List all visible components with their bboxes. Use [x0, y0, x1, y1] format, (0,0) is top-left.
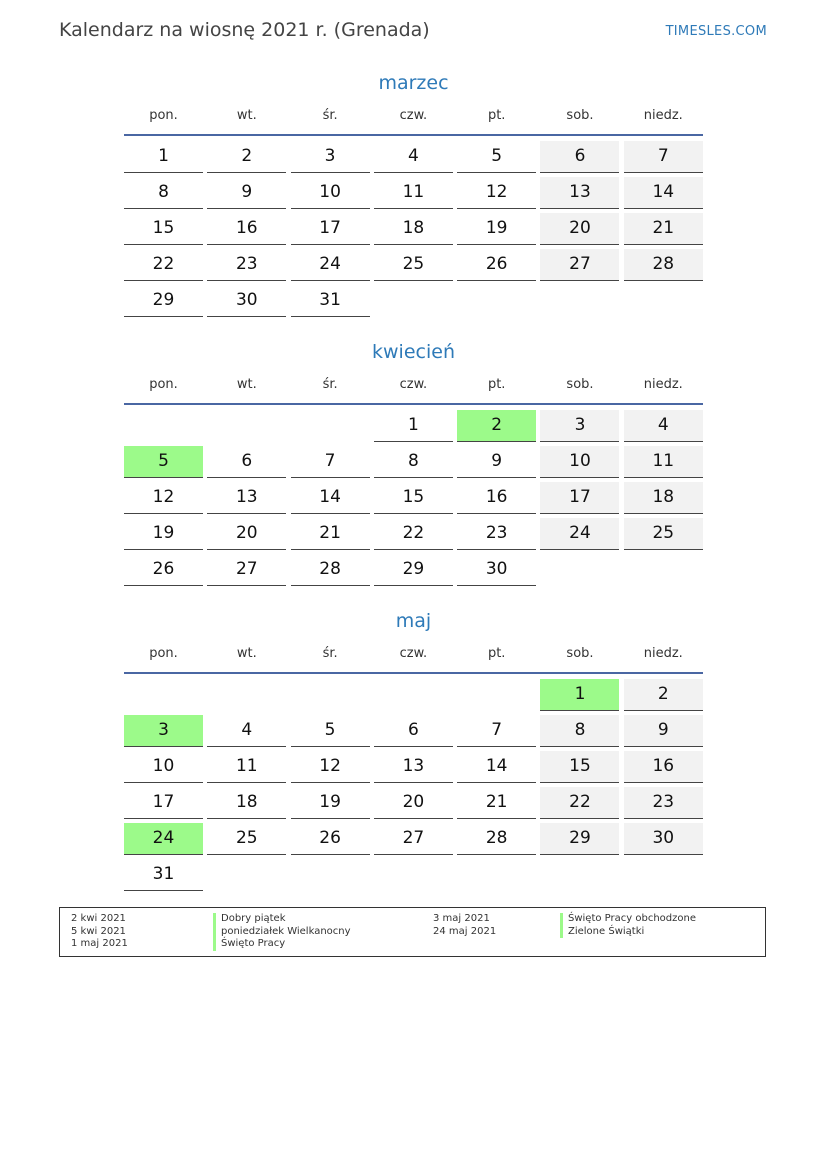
weekday-label: śr. [322, 646, 338, 661]
day-cell: 26 [457, 249, 536, 281]
day-cell: 25 [207, 823, 286, 855]
weekday-label: niedz. [643, 108, 683, 123]
week-row [124, 787, 703, 818]
day-cell: 17 [124, 787, 203, 819]
brand-link[interactable]: TIMESLES.COM [665, 24, 767, 39]
day-cell: 14 [457, 751, 536, 783]
legend-holiday-name: poniedziałek Wielkanocny [213, 926, 351, 939]
day-cell: 1 [374, 410, 453, 442]
day-cell: 27 [374, 823, 453, 855]
page-title: Kalendarz na wiosnę 2021 r. (Grenada) [59, 19, 430, 41]
weeks-grid [124, 141, 703, 316]
legend-right-dates [433, 913, 496, 938]
holiday-legend [59, 907, 766, 957]
day-cell: 19 [291, 787, 370, 819]
day-cell: 18 [374, 213, 453, 245]
weekday-label: pon. [149, 108, 178, 123]
empty-cell [291, 410, 370, 442]
legend-holiday-name: Święto Pracy [213, 938, 351, 951]
day-cell: 24 [124, 823, 203, 855]
day-cell: 25 [624, 518, 703, 550]
day-cell: 28 [624, 249, 703, 281]
day-cell: 11 [207, 751, 286, 783]
day-cell: 17 [540, 482, 619, 514]
month-april [124, 339, 703, 590]
legend-right-names [560, 913, 696, 938]
day-cell: 10 [291, 177, 370, 209]
weeks-grid [124, 410, 703, 585]
day-cell: 31 [124, 859, 203, 891]
weekday-header [124, 106, 703, 126]
empty-cell [624, 554, 703, 586]
day-cell: 10 [540, 446, 619, 478]
legend-date: 2 kwi 2021 [71, 913, 126, 924]
day-cell: 15 [124, 213, 203, 245]
day-cell: 30 [207, 285, 286, 317]
day-cell: 19 [457, 213, 536, 245]
day-cell: 25 [374, 249, 453, 281]
weekday-label: wt. [236, 377, 257, 392]
day-cell: 11 [624, 446, 703, 478]
day-cell: 8 [124, 177, 203, 209]
day-cell: 29 [540, 823, 619, 855]
header-divider [124, 403, 703, 405]
week-row [124, 213, 703, 244]
week-row [124, 751, 703, 782]
day-cell: 4 [374, 141, 453, 173]
day-cell: 5 [457, 141, 536, 173]
day-cell: 13 [540, 177, 619, 209]
week-row [124, 679, 703, 710]
day-cell: 16 [207, 213, 286, 245]
day-cell: 4 [624, 410, 703, 442]
weekday-label: śr. [322, 377, 338, 392]
day-cell: 23 [457, 518, 536, 550]
legend-date: 3 maj 2021 [433, 913, 490, 924]
legend-date: 5 kwi 2021 [71, 925, 126, 937]
empty-cell [374, 859, 453, 891]
weekday-label: pt. [487, 377, 506, 392]
weekday-label: pon. [149, 377, 178, 392]
month-may [124, 608, 703, 895]
day-cell: 22 [374, 518, 453, 550]
day-cell: 21 [624, 213, 703, 245]
weekday-label: niedz. [643, 377, 683, 392]
week-row [124, 446, 703, 477]
legend-date: 24 maj 2021 [433, 925, 497, 937]
week-row [124, 177, 703, 208]
header-divider [124, 134, 703, 136]
weekday-label: pt. [487, 108, 506, 123]
day-cell: 6 [540, 141, 619, 173]
day-cell: 20 [374, 787, 453, 819]
day-cell: 9 [457, 446, 536, 478]
empty-cell [207, 679, 286, 711]
weekday-label: śr. [322, 108, 338, 123]
week-row [124, 518, 703, 549]
day-cell: 16 [624, 751, 703, 783]
day-cell: 21 [457, 787, 536, 819]
day-cell: 16 [457, 482, 536, 514]
weekday-label: sob. [566, 108, 594, 123]
day-cell: 24 [540, 518, 619, 550]
day-cell: 15 [374, 482, 453, 514]
week-row [124, 823, 703, 854]
empty-cell [291, 859, 370, 891]
day-cell: 28 [291, 554, 370, 586]
weekday-header [124, 644, 703, 664]
day-cell: 12 [291, 751, 370, 783]
weekday-label: niedz. [643, 646, 683, 661]
empty-cell [124, 679, 203, 711]
day-cell: 26 [124, 554, 203, 586]
weekday-label: sob. [566, 377, 594, 392]
legend-holiday-name: Zielone Świątki [560, 926, 696, 939]
day-cell: 27 [540, 249, 619, 281]
day-cell: 17 [291, 213, 370, 245]
month-title: marzec [378, 72, 449, 94]
month-march [124, 70, 703, 321]
day-cell: 7 [457, 715, 536, 747]
day-cell: 18 [207, 787, 286, 819]
weekday-label: wt. [236, 646, 257, 661]
week-row [124, 285, 703, 316]
legend-date: 1 maj 2021 [71, 938, 128, 949]
day-cell: 8 [374, 446, 453, 478]
day-cell: 9 [624, 715, 703, 747]
weekday-label: pon. [149, 646, 178, 661]
day-cell: 12 [124, 482, 203, 514]
day-cell: 13 [374, 751, 453, 783]
day-cell: 6 [374, 715, 453, 747]
legend-left-names [213, 913, 351, 951]
day-cell: 20 [207, 518, 286, 550]
day-cell: 1 [124, 141, 203, 173]
weekday-label: sob. [566, 646, 594, 661]
empty-cell [291, 679, 370, 711]
day-cell: 22 [124, 249, 203, 281]
day-cell: 2 [207, 141, 286, 173]
day-cell: 29 [374, 554, 453, 586]
day-cell: 2 [457, 410, 536, 442]
weekday-label: czw. [399, 108, 428, 123]
day-cell: 26 [291, 823, 370, 855]
day-cell: 3 [291, 141, 370, 173]
day-cell: 22 [540, 787, 619, 819]
week-row [124, 554, 703, 585]
weeks-grid [124, 679, 703, 890]
day-cell: 3 [540, 410, 619, 442]
day-cell: 18 [624, 482, 703, 514]
day-cell: 3 [124, 715, 203, 747]
day-cell: 10 [124, 751, 203, 783]
week-row [124, 249, 703, 280]
legend-holiday-name: Dobry piątek [213, 913, 351, 926]
header-divider [124, 672, 703, 674]
day-cell: 15 [540, 751, 619, 783]
day-cell: 30 [624, 823, 703, 855]
day-cell: 5 [124, 446, 203, 478]
day-cell: 7 [291, 446, 370, 478]
week-row [124, 859, 703, 890]
day-cell: 11 [374, 177, 453, 209]
day-cell: 23 [207, 249, 286, 281]
day-cell: 7 [624, 141, 703, 173]
day-cell: 23 [624, 787, 703, 819]
day-cell: 2 [624, 679, 703, 711]
day-cell: 6 [207, 446, 286, 478]
empty-cell [374, 679, 453, 711]
day-cell: 9 [207, 177, 286, 209]
week-row [124, 141, 703, 172]
legend-holiday-name: Święto Pracy obchodzone [560, 913, 696, 926]
empty-cell [624, 285, 703, 317]
day-cell: 19 [124, 518, 203, 550]
empty-cell [624, 859, 703, 891]
day-cell: 30 [457, 554, 536, 586]
day-cell: 29 [124, 285, 203, 317]
empty-cell [457, 859, 536, 891]
weekday-header [124, 375, 703, 395]
empty-cell [207, 859, 286, 891]
empty-cell [540, 554, 619, 586]
month-title: maj [395, 610, 432, 632]
empty-cell [540, 859, 619, 891]
day-cell: 1 [540, 679, 619, 711]
weekday-label: wt. [236, 108, 257, 123]
day-cell: 31 [291, 285, 370, 317]
weekday-label: czw. [399, 377, 428, 392]
empty-cell [207, 410, 286, 442]
day-cell: 27 [207, 554, 286, 586]
day-cell: 24 [291, 249, 370, 281]
day-cell: 12 [457, 177, 536, 209]
day-cell: 14 [624, 177, 703, 209]
empty-cell [124, 410, 203, 442]
empty-cell [457, 285, 536, 317]
weekday-label: czw. [399, 646, 428, 661]
day-cell: 4 [207, 715, 286, 747]
day-cell: 20 [540, 213, 619, 245]
empty-cell [457, 679, 536, 711]
day-cell: 5 [291, 715, 370, 747]
day-cell: 13 [207, 482, 286, 514]
legend-left-dates [71, 913, 128, 951]
day-cell: 14 [291, 482, 370, 514]
day-cell: 21 [291, 518, 370, 550]
day-cell: 28 [457, 823, 536, 855]
weekday-label: pt. [487, 646, 506, 661]
empty-cell [540, 285, 619, 317]
day-cell: 8 [540, 715, 619, 747]
week-row [124, 410, 703, 441]
week-row [124, 715, 703, 746]
month-title: kwiecień [372, 341, 455, 363]
empty-cell [374, 285, 453, 317]
week-row [124, 482, 703, 513]
